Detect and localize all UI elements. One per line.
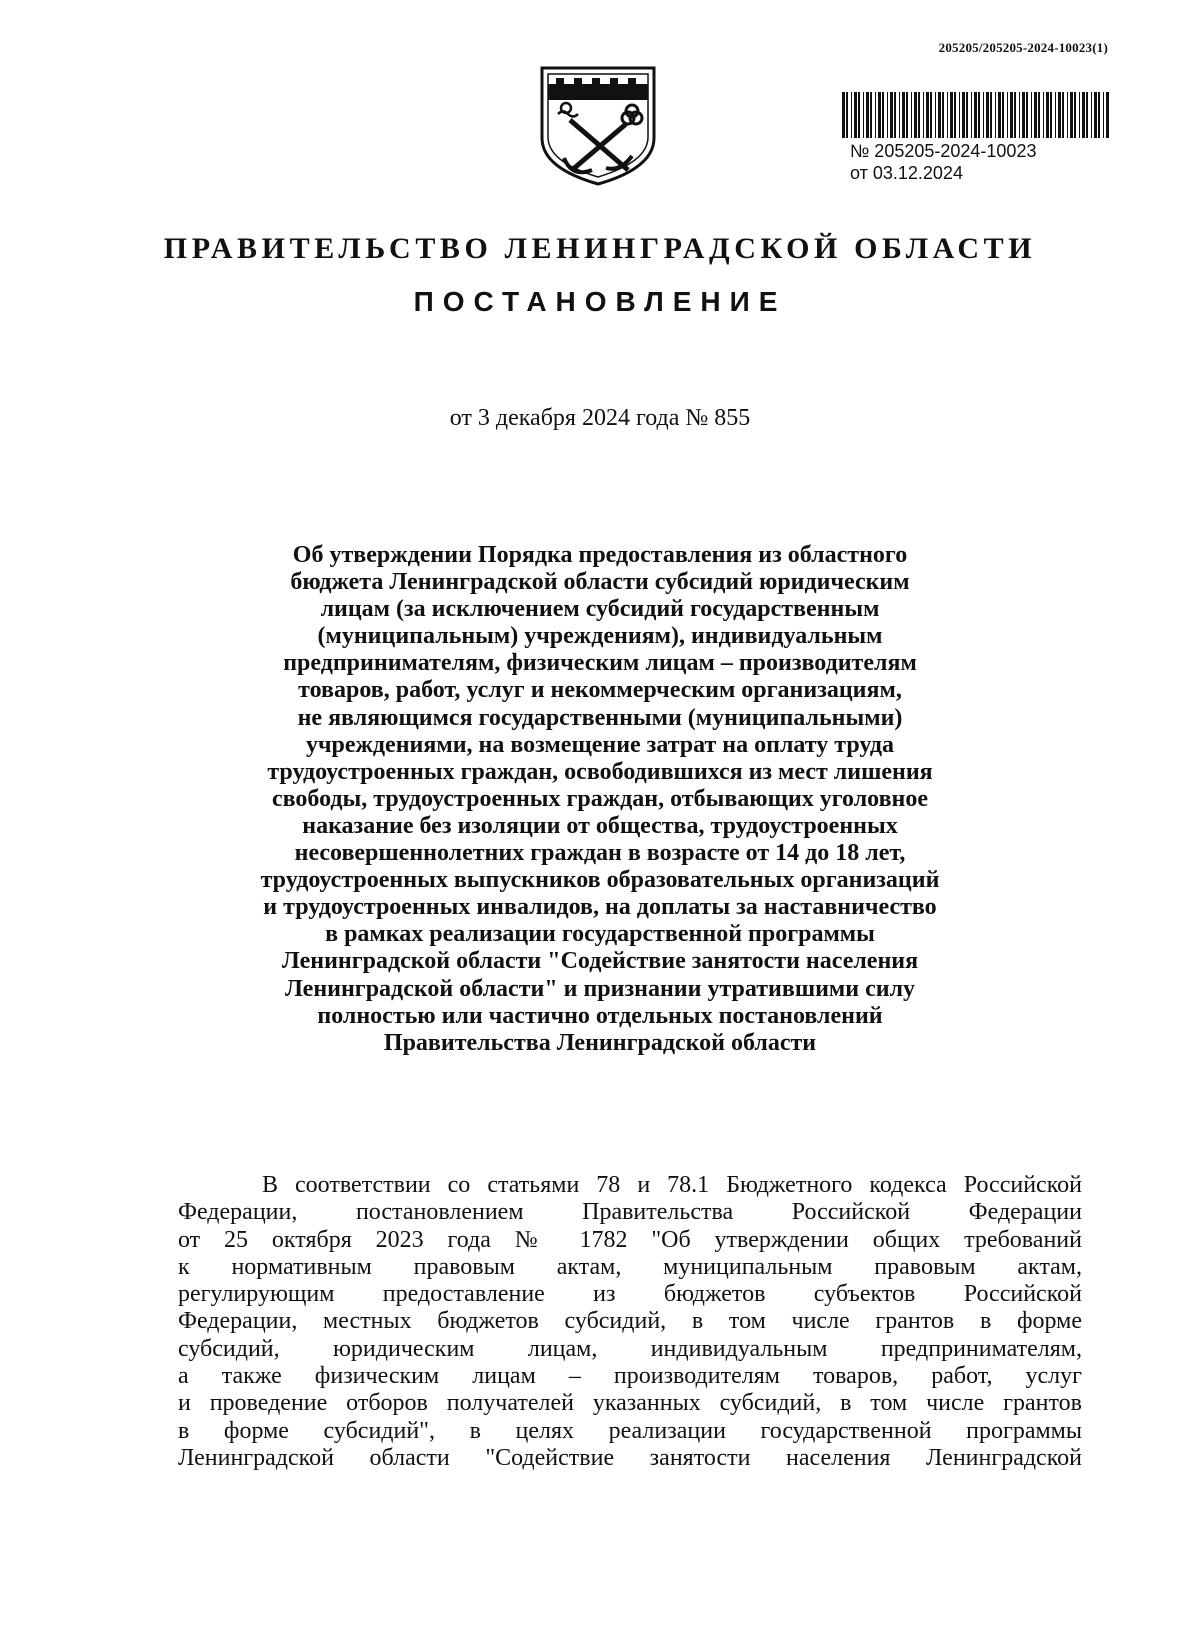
body-line: в форме субсидий", в целях реализации государственной программы bbox=[178, 1417, 1082, 1444]
title-line: бюджета Ленинградской области субсидий юридическим bbox=[290, 569, 910, 596]
document-type: ПОСТАНОВЛЕНИЕ bbox=[413, 286, 787, 317]
body-line: Ленинградской области "Содействие занятости населения Ленинградской bbox=[178, 1444, 1082, 1471]
title-line: и трудоустроенных инвалидов, на доплаты за наставничество bbox=[263, 894, 937, 921]
title-line: трудоустроенных граждан, освободившихся из мест лишения bbox=[267, 758, 933, 785]
title-line: предпринимателям, физическим лицам – производителям bbox=[283, 650, 917, 677]
title-line: наказание без изоляции от общества, трудоустроенных bbox=[302, 812, 898, 839]
body-line: регулирующим предоставление из бюджетов субъектов Российской bbox=[178, 1281, 1082, 1308]
document-id: 205205/205205-2024-10023(1) bbox=[938, 40, 1108, 55]
title-line: полностью или частично отдельных постановлений bbox=[317, 1002, 883, 1029]
issuing-authority: ПРАВИТЕЛЬСТВО ЛЕНИНГРАДСКОЙ ОБЛАСТИ bbox=[163, 232, 1037, 265]
title-line: несовершеннолетних граждан в возрасте от 14 до 18 лет, bbox=[294, 840, 906, 867]
body-line: к нормативным правовым актам, муниципальным правовым актам, bbox=[178, 1253, 1082, 1280]
title-line: свободы, трудоустроенных граждан, отбывающих уголовное bbox=[271, 785, 929, 812]
body-line: Федерации, местных бюджетов субсидий, в том числе грантов в форме bbox=[178, 1308, 1082, 1335]
body-line: В соответствии со статьями 78 и 78.1 Бюджетного кодекса Российской bbox=[262, 1172, 1082, 1198]
body-line: Федерации, постановлением Правительства Российской Федерации bbox=[178, 1199, 1082, 1226]
title-line: не являющимся государственными (муниципальными) bbox=[297, 704, 903, 731]
title-line: трудоустроенных выпускников образовательных организаций bbox=[260, 867, 940, 894]
leningrad-oblast-coat-of-arms-icon bbox=[536, 60, 660, 188]
title-line: товаров, работ, услуг и некоммерческим организациям, bbox=[298, 677, 902, 704]
title-line: учреждениями, на возмещение затрат на оплату труда bbox=[305, 731, 895, 758]
body-line: от 25 октября 2023 года № 1782 "Об утверждении общих требований bbox=[178, 1226, 1082, 1253]
title-line: лицам (за исключением субсидий государственным bbox=[320, 596, 880, 623]
registration-block bbox=[850, 140, 1036, 184]
registration-date: от 03.12.2024 bbox=[850, 163, 963, 183]
document-date-number: от 3 декабря 2024 года № 855 bbox=[449, 405, 751, 431]
title-line: Ленинградской области "Содействие занятости населения bbox=[281, 948, 919, 975]
registration-number: № 205205-2024-10023 bbox=[850, 141, 1037, 161]
title-line: Об утверждении Порядка предоставления из областного bbox=[292, 542, 908, 568]
barcode-icon bbox=[842, 92, 1112, 138]
body-line: а также физическим лицам – производителям товаров, работ, услуг bbox=[178, 1363, 1082, 1390]
document-title bbox=[200, 542, 1000, 1057]
body-line: субсидий, юридическим лицам, индивидуальным предпринимателям, bbox=[178, 1335, 1082, 1362]
title-line: (муниципальным) учреждениям), индивидуальным bbox=[317, 623, 883, 650]
title-line: в рамках реализации государственной программы bbox=[325, 921, 875, 948]
title-line: Ленинградской области" и признании утратившими силу bbox=[284, 975, 916, 1002]
body-line: и проведение отборов получателей указанных субсидий, в том числе грантов bbox=[178, 1390, 1082, 1417]
document-body bbox=[178, 1172, 1082, 1472]
title-line: Правительства Ленинградской области bbox=[383, 1029, 817, 1056]
